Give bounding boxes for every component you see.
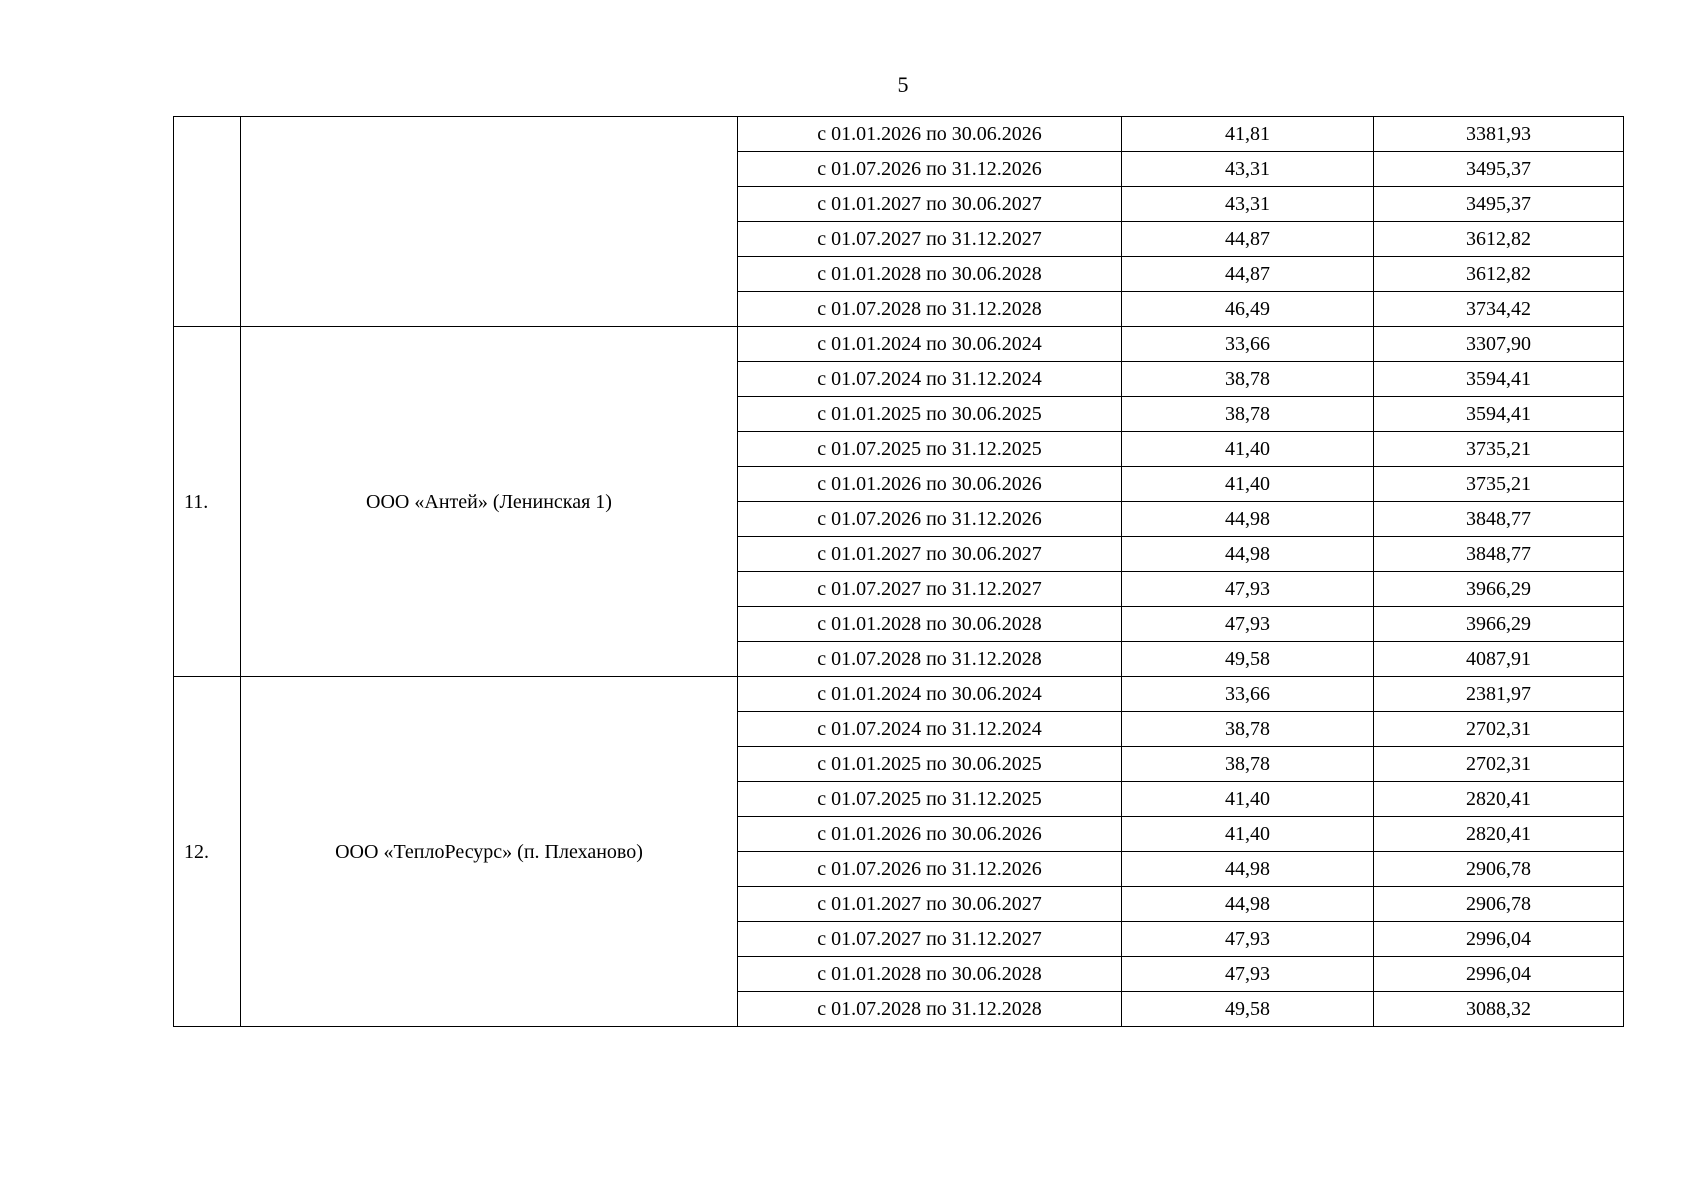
value-cell-1: 47,93 [1122,922,1374,957]
period-cell: с 01.07.2028 по 31.12.2028 [738,292,1122,327]
period-cell: с 01.07.2027 по 31.12.2027 [738,222,1122,257]
value-cell-1: 33,66 [1122,327,1374,362]
page-number: 5 [897,72,909,97]
period-cell: с 01.07.2028 по 31.12.2028 [738,642,1122,677]
value-cell-1: 33,66 [1122,677,1374,712]
period-cell: с 01.01.2026 по 30.06.2026 [738,117,1122,152]
value-cell-2: 2996,04 [1374,922,1624,957]
value-cell-1: 47,93 [1122,607,1374,642]
period-cell: с 01.07.2027 по 31.12.2027 [738,572,1122,607]
period-cell: с 01.01.2026 по 30.06.2026 [738,817,1122,852]
value-cell-2: 3612,82 [1374,257,1624,292]
period-cell: с 01.07.2026 по 31.12.2026 [738,502,1122,537]
period-cell: с 01.07.2026 по 31.12.2026 [738,152,1122,187]
value-cell-1: 44,87 [1122,257,1374,292]
value-cell-1: 38,78 [1122,362,1374,397]
value-cell-1: 44,98 [1122,852,1374,887]
value-cell-1: 49,58 [1122,992,1374,1027]
value-cell-1: 38,78 [1122,397,1374,432]
period-cell: с 01.07.2027 по 31.12.2027 [738,922,1122,957]
value-cell-2: 3966,29 [1374,572,1624,607]
period-cell: с 01.01.2028 по 30.06.2028 [738,607,1122,642]
value-cell-2: 3735,21 [1374,432,1624,467]
period-cell: с 01.01.2025 по 30.06.2025 [738,397,1122,432]
period-cell: с 01.07.2024 по 31.12.2024 [738,362,1122,397]
value-cell-1: 44,98 [1122,502,1374,537]
value-cell-2: 3307,90 [1374,327,1624,362]
value-cell-2: 3594,41 [1374,397,1624,432]
value-cell-2: 3088,32 [1374,992,1624,1027]
value-cell-2: 2820,41 [1374,782,1624,817]
period-cell: с 01.01.2027 по 30.06.2027 [738,887,1122,922]
value-cell-2: 3848,77 [1374,502,1624,537]
table-body [174,117,1624,1027]
value-cell-1: 41,40 [1122,782,1374,817]
table-row [174,677,1624,712]
value-cell-2: 3594,41 [1374,362,1624,397]
period-cell: с 01.01.2027 по 30.06.2027 [738,187,1122,222]
value-cell-2: 2702,31 [1374,747,1624,782]
period-cell: с 01.01.2024 по 30.06.2024 [738,677,1122,712]
organization-cell: ООО «ТеплоРесурс» (п. Плеханово) [241,677,738,1027]
period-cell: с 01.07.2028 по 31.12.2028 [738,992,1122,1027]
organization-cell: ООО «Антей» (Ленинская 1) [241,327,738,677]
value-cell-1: 41,40 [1122,467,1374,502]
value-cell-2: 3734,42 [1374,292,1624,327]
period-cell: с 01.01.2028 по 30.06.2028 [738,957,1122,992]
row-number-cell: 11. [174,327,241,677]
table-row [174,117,1624,152]
value-cell-1: 46,49 [1122,292,1374,327]
value-cell-2: 2381,97 [1374,677,1624,712]
value-cell-2: 3495,37 [1374,187,1624,222]
value-cell-1: 47,93 [1122,572,1374,607]
value-cell-1: 41,40 [1122,817,1374,852]
value-cell-2: 4087,91 [1374,642,1624,677]
value-cell-1: 43,31 [1122,187,1374,222]
value-cell-1: 49,58 [1122,642,1374,677]
value-cell-2: 3966,29 [1374,607,1624,642]
period-cell: с 01.01.2025 по 30.06.2025 [738,747,1122,782]
table-row [174,327,1624,362]
value-cell-2: 2906,78 [1374,887,1624,922]
value-cell-1: 38,78 [1122,747,1374,782]
value-cell-2: 3495,37 [1374,152,1624,187]
value-cell-1: 44,98 [1122,887,1374,922]
value-cell-2: 2702,31 [1374,712,1624,747]
value-cell-1: 38,78 [1122,712,1374,747]
value-cell-1: 44,98 [1122,537,1374,572]
period-cell: с 01.01.2027 по 30.06.2027 [738,537,1122,572]
period-cell: с 01.07.2026 по 31.12.2026 [738,852,1122,887]
value-cell-2: 2996,04 [1374,957,1624,992]
period-cell: с 01.01.2026 по 30.06.2026 [738,467,1122,502]
value-cell-2: 3612,82 [1374,222,1624,257]
period-cell: с 01.01.2024 по 30.06.2024 [738,327,1122,362]
period-cell: с 01.01.2028 по 30.06.2028 [738,257,1122,292]
value-cell-2: 2820,41 [1374,817,1624,852]
period-cell: с 01.07.2025 по 31.12.2025 [738,782,1122,817]
row-number-cell [174,117,241,327]
value-cell-2: 3735,21 [1374,467,1624,502]
period-cell: с 01.07.2025 по 31.12.2025 [738,432,1122,467]
value-cell-2: 3848,77 [1374,537,1624,572]
organization-cell [241,117,738,327]
value-cell-1: 43,31 [1122,152,1374,187]
value-cell-1: 41,81 [1122,117,1374,152]
value-cell-1: 47,93 [1122,957,1374,992]
period-cell: с 01.07.2024 по 31.12.2024 [738,712,1122,747]
value-cell-2: 2906,78 [1374,852,1624,887]
value-cell-2: 3381,93 [1374,117,1624,152]
tariff-table [173,116,1624,1027]
row-number-cell: 12. [174,677,241,1027]
value-cell-1: 44,87 [1122,222,1374,257]
value-cell-1: 41,40 [1122,432,1374,467]
